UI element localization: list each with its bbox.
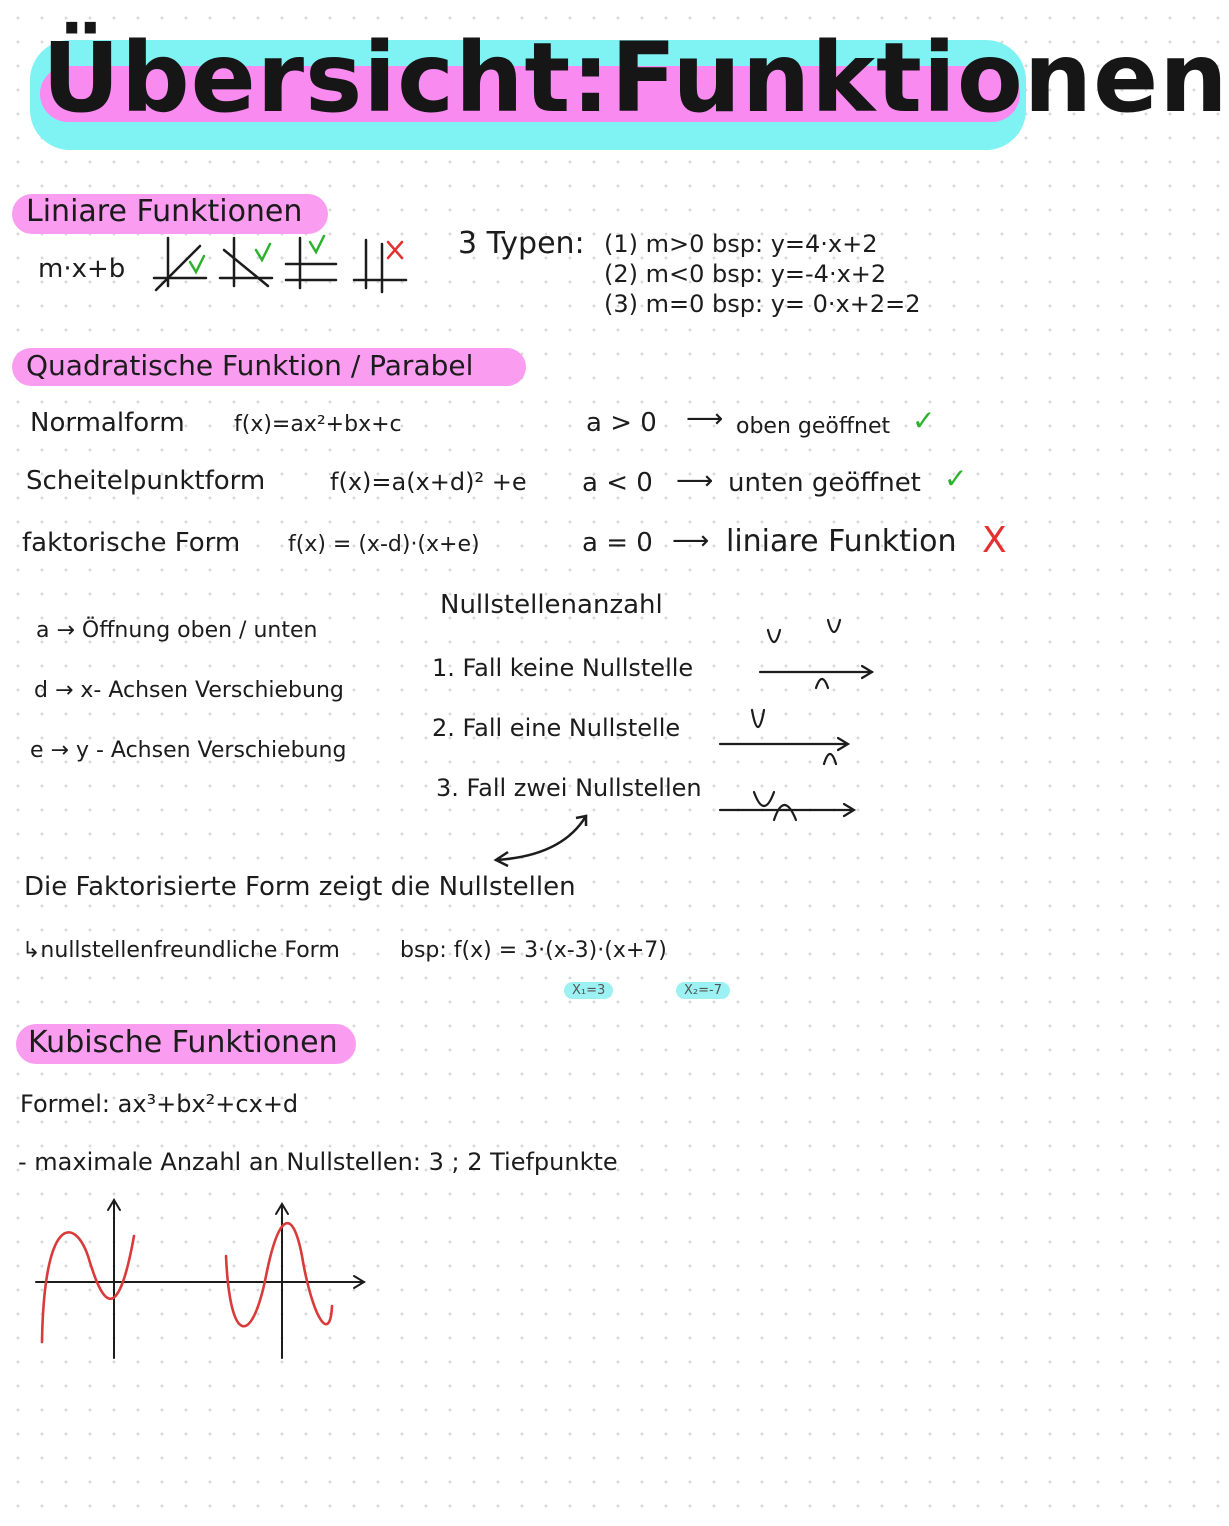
curved-arrow-icon [488,808,598,868]
linear-sketches [150,228,420,298]
cubic-sketches [30,1196,370,1366]
friendly-note: ↳nullstellenfreundliche Form [22,938,340,963]
case-3: 3. Fall zwei Nullstellen [436,774,702,802]
param-e: e → y - Achsen Verschiebung [30,738,347,763]
a-case-3-text: liniare Funktion [726,524,957,559]
type-2: (2) m<0 bsp: y=-4·x+2 [604,260,887,288]
form-formula-normal: f(x)=ax²+bx+c [234,412,402,437]
example: bsp: f(x) = 3·(x-3)·(x+7) [400,938,667,963]
quadratic-heading: Quadratische Funktion / Parabel [26,349,474,382]
a-case-1-cond: a > 0 [586,408,657,438]
check-icon: ✓ [912,404,936,437]
param-a: a → Öffnung oben / unten [36,618,318,643]
form-name-vertex: Scheitelpunktform [26,466,266,496]
cubic-max-roots: - maximale Anzahl an Nullstellen: 3 ; 2 Tiefpunkte [18,1148,618,1176]
factorized-note: Die Faktorisierte Form zeigt die Nullstellen [24,872,576,902]
form-formula-vertex: f(x)=a(x+d)² +e [330,468,527,496]
cubic-formula: Formel: ax³+bx²+cx+d [20,1090,299,1118]
type-3: (3) m=0 bsp: y= 0·x+2=2 [604,290,921,318]
a-case-1-text: oben geöffnet [736,414,891,439]
cross-icon: X [982,520,1007,561]
arrow-icon: ⟶ [672,526,710,556]
form-name-normal: Normalform [30,408,185,438]
arrow-icon: ⟶ [676,466,714,496]
title-banner [30,22,1229,152]
linear-formula: m·x+b [38,254,126,284]
a-case-3-cond: a = 0 [582,528,653,558]
case-2: 2. Fall eine Nullstelle [432,714,681,742]
root-badge-1: X₁=3 [564,982,613,999]
cubic-heading: Kubische Funktionen [28,1025,338,1060]
form-name-factor: faktorische Form [22,528,241,558]
arrow-icon: ⟶ [686,404,724,434]
a-case-2-cond: a < 0 [582,468,653,498]
types-label: 3 Typen: [458,226,585,261]
linear-heading: Liniare Funktionen [26,194,303,229]
case-1: 1. Fall keine Nullstelle [432,654,694,682]
param-d: d → x- Achsen Verschiebung [34,678,344,703]
form-formula-factor: f(x) = (x-d)·(x+e) [288,532,480,557]
page-title: Übersicht:Funktionen [42,22,1229,134]
root-badge-2: X₂=-7 [676,982,730,999]
nullstellen-sketches [716,614,886,834]
type-1: (1) m>0 bsp: y=4·x+2 [604,230,878,258]
a-case-2-text: unten geöffnet [728,468,921,498]
check-icon: ✓ [944,462,968,495]
nullstellen-heading: Nullstellenanzahl [440,590,663,620]
